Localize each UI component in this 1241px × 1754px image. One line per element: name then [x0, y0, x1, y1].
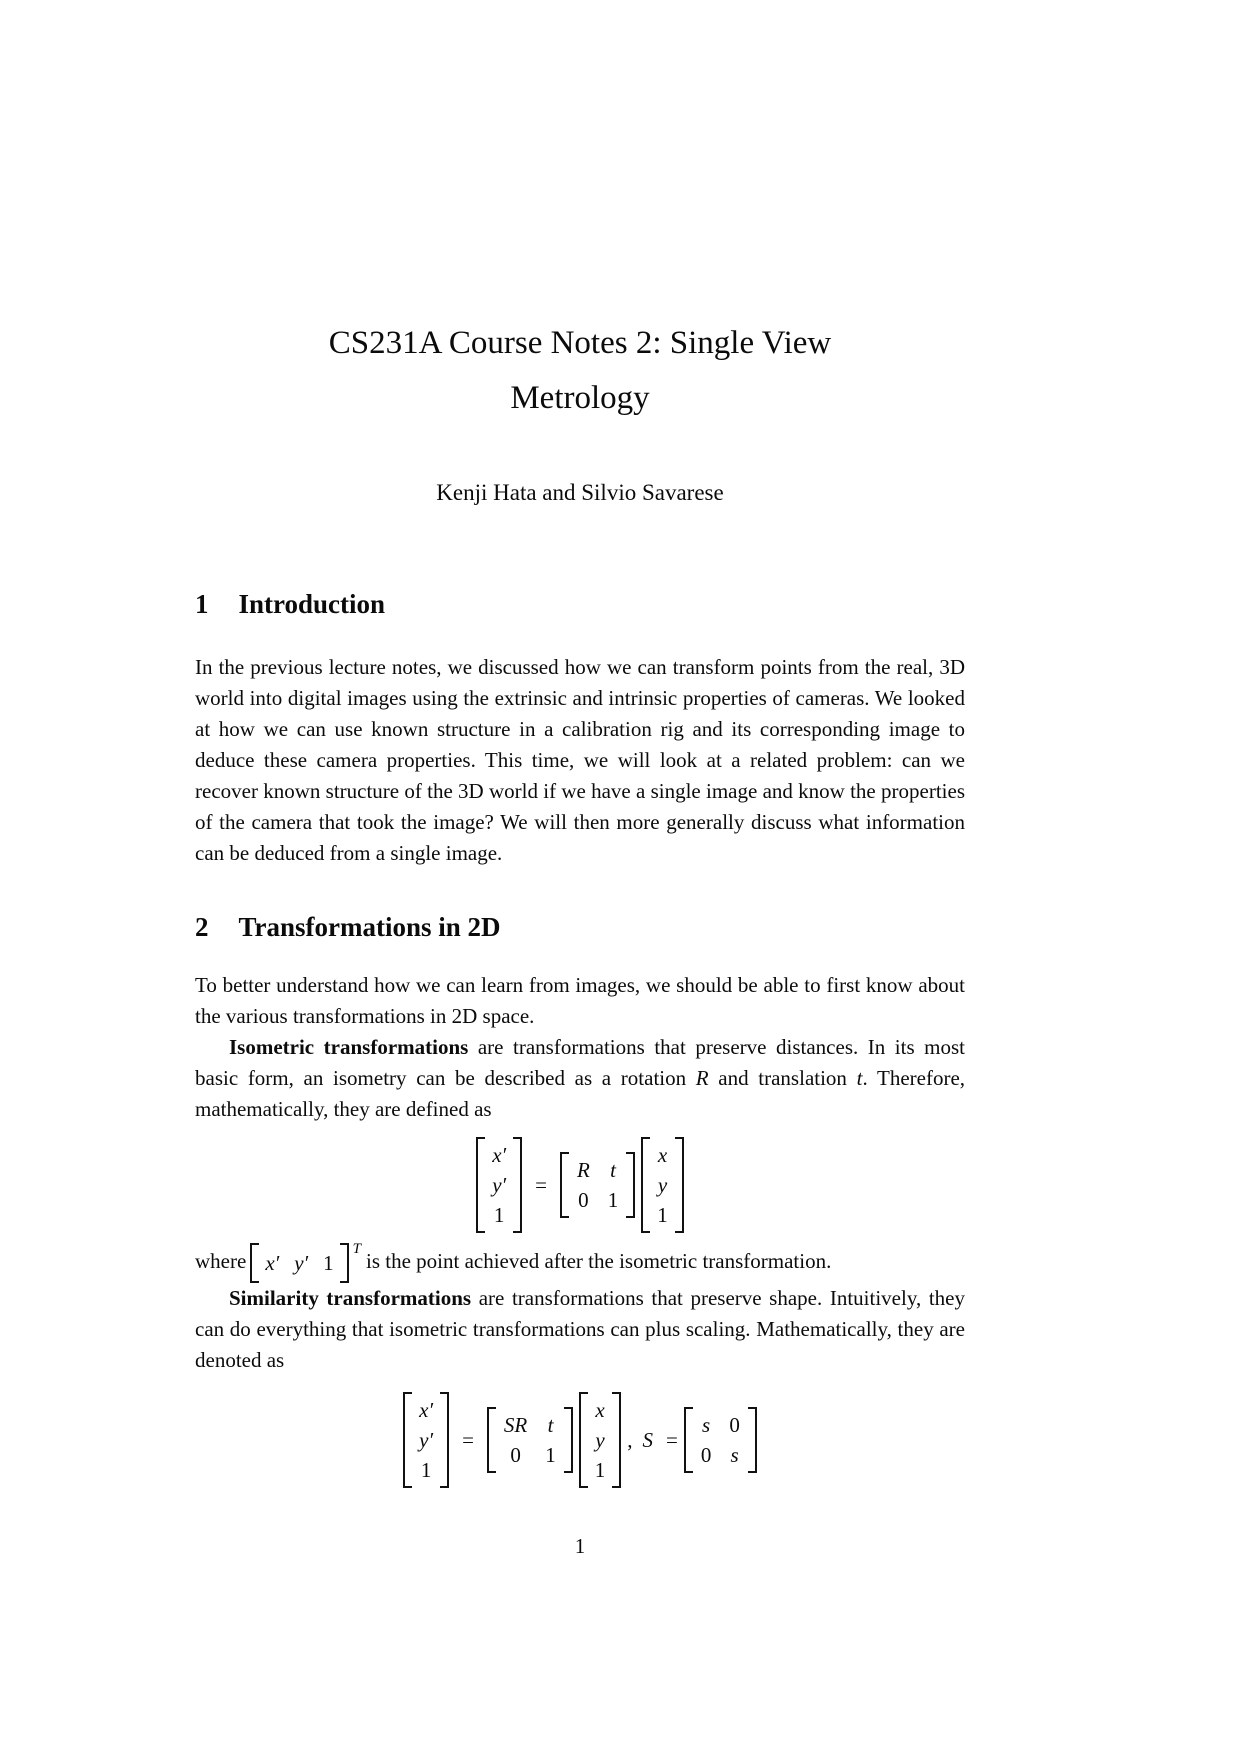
text-column	[195, 0, 965, 1488]
scale-variable: S	[642, 1427, 653, 1452]
transpose-superscript: T	[352, 1240, 361, 1257]
where-pre-text: where	[195, 1248, 247, 1273]
matrix-bracket-right	[564, 1407, 573, 1473]
matrix-cell: y′	[294, 1251, 309, 1275]
matrix-column	[485, 1137, 513, 1233]
matrix-cell: 1	[323, 1251, 334, 1275]
matrix-bracket-right	[513, 1137, 522, 1233]
section-2-title: Transformations in 2D	[238, 912, 501, 942]
matrix-cell: 1	[607, 1188, 619, 1212]
matrix-cell: 1	[493, 1203, 505, 1227]
equals-sign: =	[535, 1172, 547, 1197]
isometric-body-3: . Therefore, mathematically, they are defined as	[195, 1066, 966, 1121]
equation-similarity	[195, 1392, 965, 1488]
equals-sign: =	[666, 1427, 678, 1452]
matrix-bracket-left	[641, 1137, 650, 1233]
section-1-heading	[195, 588, 965, 620]
matrix-cell: t	[547, 1413, 554, 1437]
where-line	[195, 1240, 965, 1283]
matrix-bracket-left	[250, 1243, 259, 1283]
matrix-cell: x	[595, 1398, 605, 1422]
matrix-grid	[569, 1152, 626, 1218]
matrix-cell: 0	[700, 1443, 712, 1467]
matrix-bracket-left	[560, 1152, 569, 1218]
similarity-paragraph	[195, 1283, 965, 1376]
where-post-text: is the point achieved after the isometric transformation.	[366, 1248, 832, 1273]
rotation-variable: R	[695, 1066, 709, 1090]
matrix-cell: R	[576, 1158, 590, 1182]
matrix-cell: 1	[594, 1458, 606, 1482]
matrix-cell: t	[610, 1158, 616, 1182]
matrix-column	[412, 1392, 440, 1488]
matrix-cell: s	[730, 1443, 739, 1467]
matrix-bracket-right	[612, 1392, 621, 1488]
matrix-column	[588, 1392, 613, 1488]
isometric-body-1: are transformations that preserve distances. In its most basic form, an isometry can be described as a rotation	[195, 1035, 965, 1090]
eq2-transform-matrix	[487, 1407, 573, 1473]
matrix-bracket-left	[403, 1392, 412, 1488]
matrix-bracket-right	[675, 1137, 684, 1233]
paper-title-line-2: Metrology	[510, 380, 650, 416]
matrix-bracket-right	[340, 1243, 349, 1283]
matrix-cell: s	[702, 1413, 711, 1437]
similarity-lead-bold: Similarity transformations	[229, 1286, 472, 1310]
authors: Kenji Hata and Silvio Savarese	[436, 480, 724, 505]
paper-title-line-1: CS231A Course Notes 2: Single View	[328, 325, 832, 361]
matrix-bracket-left	[476, 1137, 485, 1233]
eq1-transform-matrix	[560, 1152, 635, 1218]
matrix-bracket-left	[579, 1392, 588, 1488]
where-row-vector	[250, 1243, 348, 1283]
matrix-grid	[693, 1407, 748, 1473]
translation-variable: t	[856, 1066, 863, 1090]
matrix-cell: 1	[657, 1203, 668, 1227]
eq2-rhs-vector	[579, 1392, 622, 1488]
matrix-cell: SR	[503, 1413, 528, 1437]
matrix-row	[259, 1243, 339, 1283]
matrix-bracket-right	[440, 1392, 449, 1488]
eq1-rhs-vector	[641, 1137, 684, 1233]
matrix-bracket-right	[748, 1407, 757, 1473]
matrix-cell: x	[657, 1143, 668, 1167]
matrix-cell: 0	[578, 1188, 589, 1212]
matrix-cell: x′	[265, 1251, 280, 1275]
isometric-paragraph	[195, 1032, 965, 1125]
section-1-title: Introduction	[238, 589, 386, 619]
section-2-heading	[195, 911, 965, 943]
section-1-paragraph: In the previous lecture notes, we discussed how we can transform points from the real, 3D world into digital images using the extrinsic and intrinsic properties of cameras. We looked at how we can use known structure in a calibration rig and its corresponding image to deduce these camera properties. This time, we will look at a related problem: can we recover known structure of the 3D world if we have a single image and know the properties of the camera that took the image? We will then more generally discuss what information can be deduced from a single image.	[195, 655, 965, 865]
matrix-cell: x′	[492, 1143, 507, 1167]
matrix-cell: 1	[545, 1443, 556, 1467]
section-2-number: 2	[195, 912, 209, 942]
equation-isometric	[195, 1137, 965, 1233]
paper-title	[195, 316, 965, 426]
page-number: 1	[574, 1534, 586, 1558]
eq1-lhs-vector	[476, 1137, 522, 1233]
isometric-body-2: and translation	[708, 1066, 857, 1090]
matrix-cell: y	[657, 1173, 668, 1197]
eq2-lhs-vector	[403, 1392, 449, 1488]
equals-sign: =	[462, 1427, 474, 1452]
matrix-bracket-right	[626, 1152, 635, 1218]
matrix-cell: 1	[420, 1458, 432, 1482]
matrix-grid	[496, 1407, 564, 1473]
eq2-scale-matrix	[684, 1407, 757, 1473]
matrix-cell: 0	[729, 1413, 740, 1437]
matrix-column	[650, 1137, 675, 1233]
matrix-cell: 0	[510, 1443, 521, 1467]
comma-separator: ,	[627, 1427, 633, 1452]
matrix-cell: x′	[419, 1398, 434, 1422]
section-2-intro-paragraph: To better understand how we can learn from images, we should be able to first know about the various transformations in 2D space.	[195, 973, 965, 1028]
section-1-number: 1	[195, 589, 209, 619]
matrix-cell: y′	[419, 1428, 434, 1452]
matrix-bracket-left	[684, 1407, 693, 1473]
matrix-cell: y′	[492, 1173, 507, 1197]
isometric-lead-bold: Isometric transformations	[229, 1035, 469, 1059]
matrix-bracket-left	[487, 1407, 496, 1473]
matrix-cell: y	[595, 1428, 605, 1452]
similarity-body-1: are transformations that preserve shape. Intuitively, they can do everything that isometric transformations can plus scaling. Mathematically, they are denoted as	[195, 1286, 965, 1372]
